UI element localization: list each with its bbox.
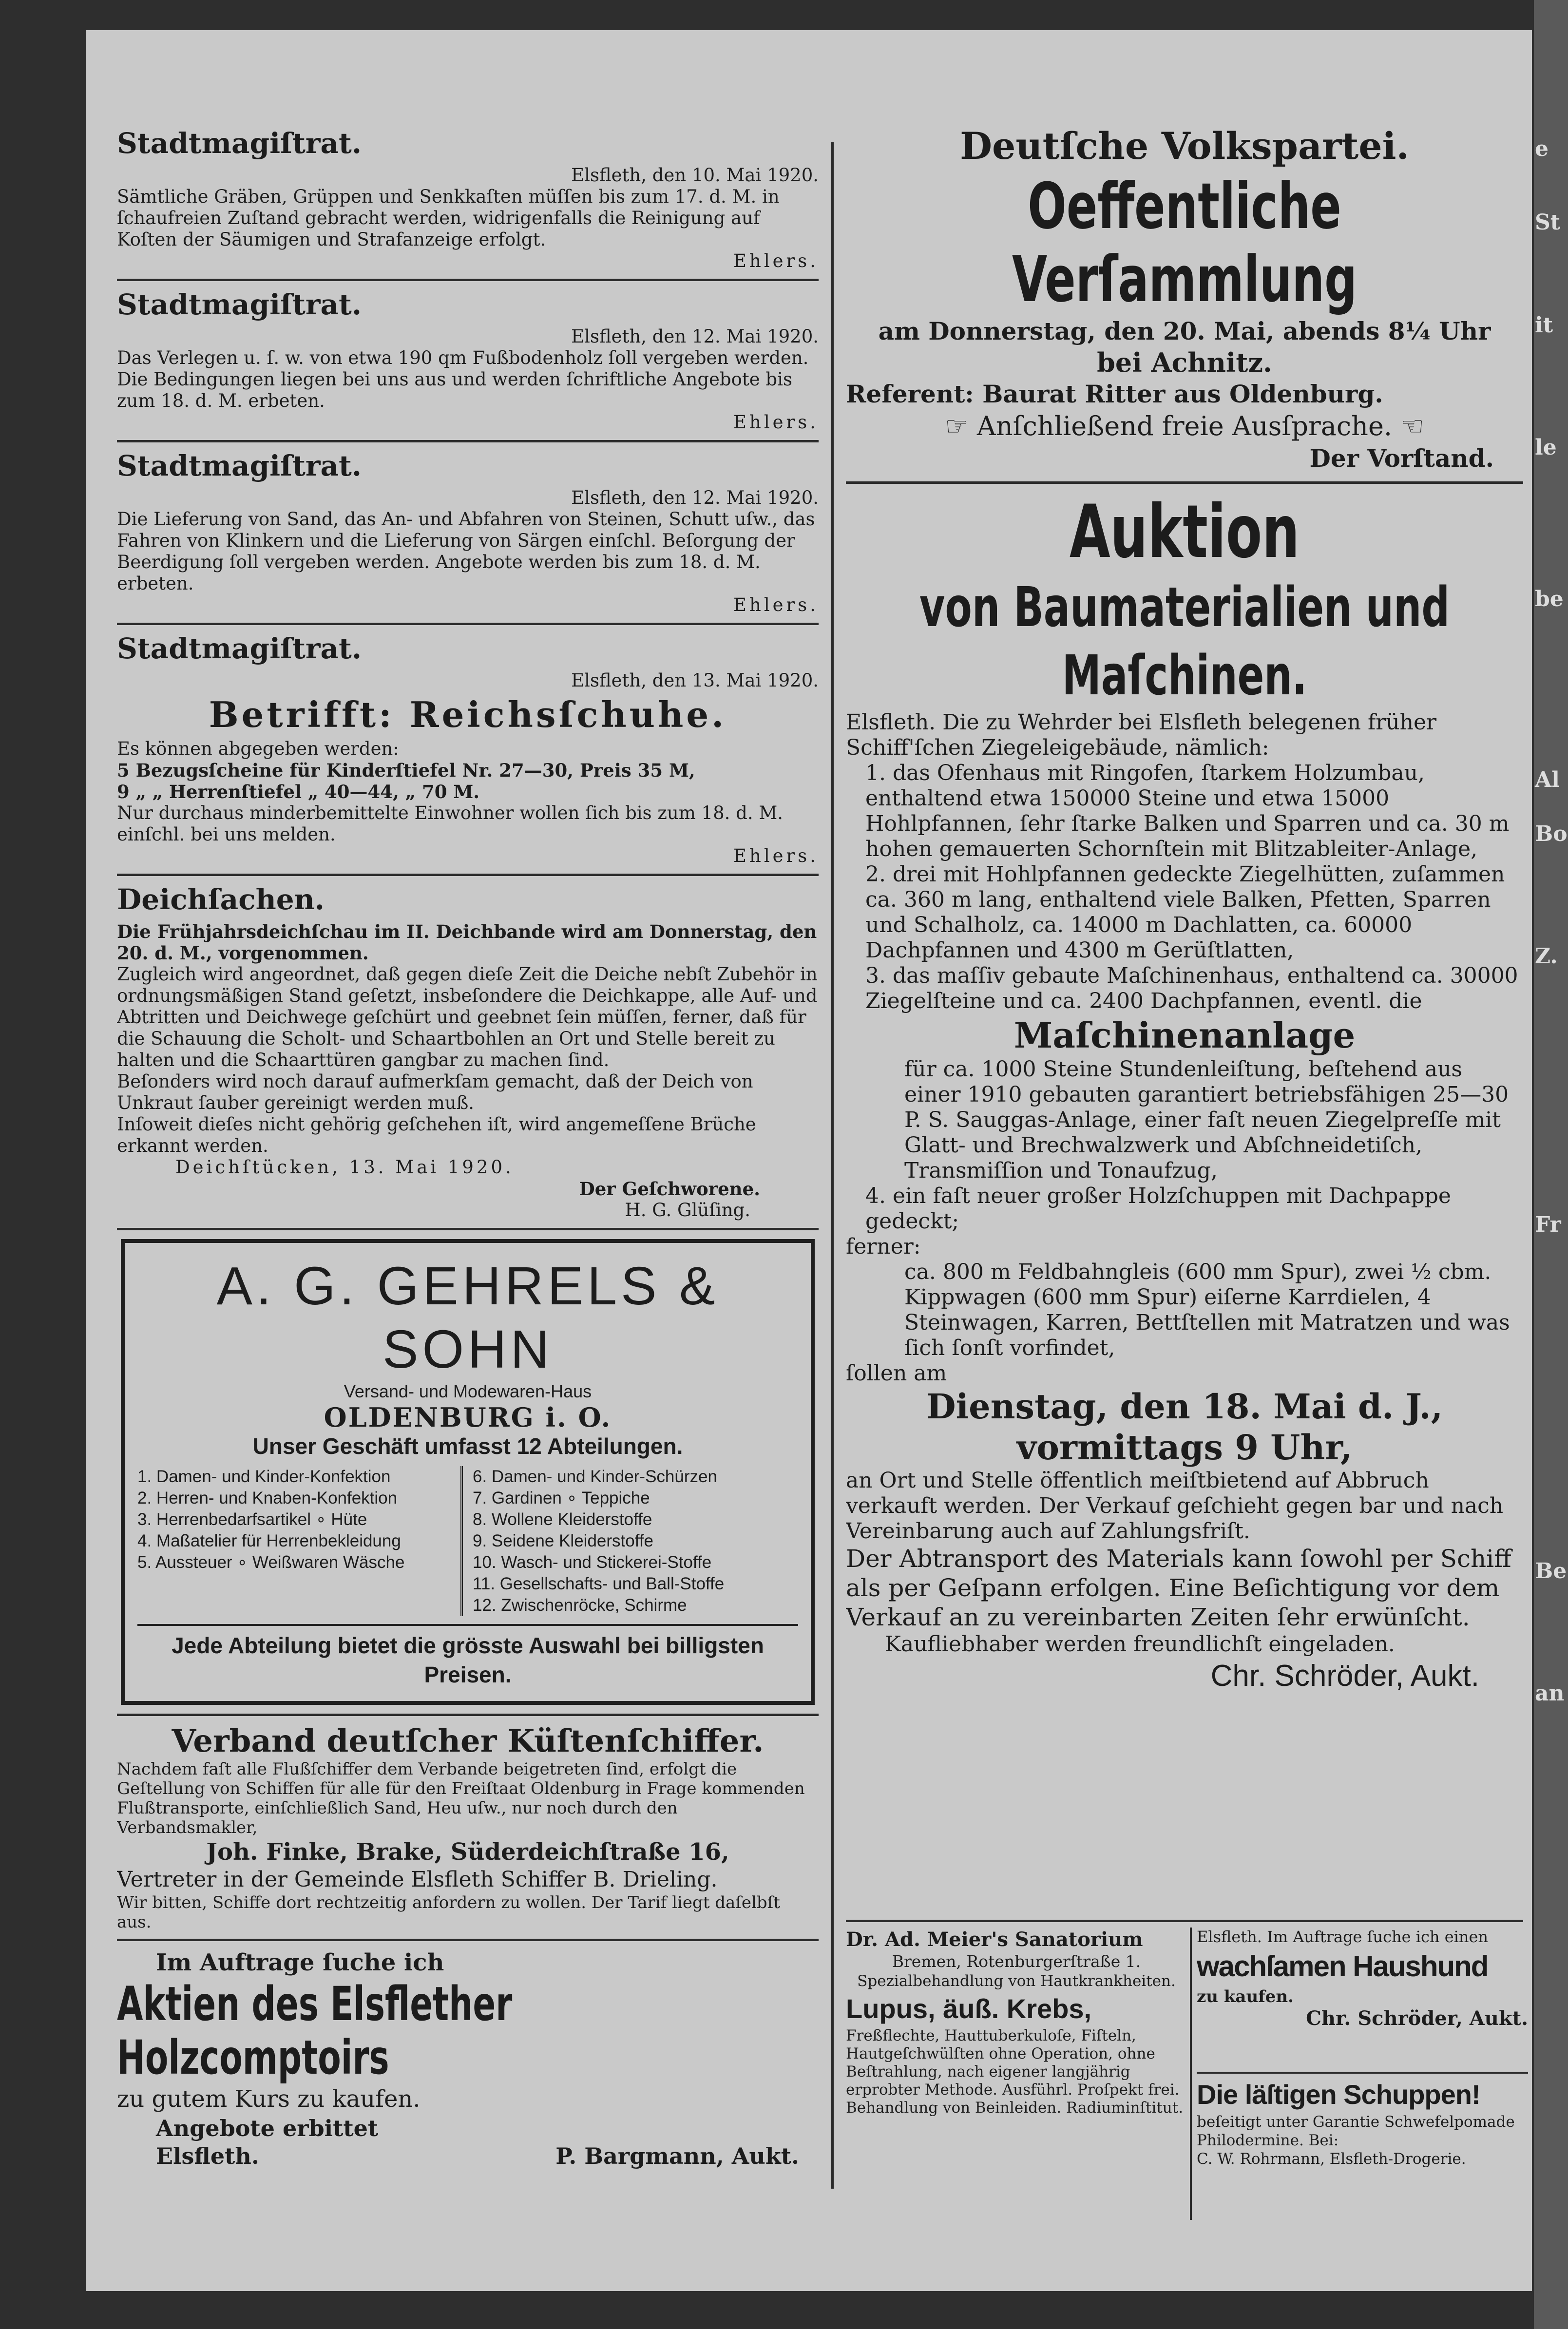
ad-body: Nachdem faſt alle Flußſchiffer dem Verbande beigetreten ſind, erfolgt die Geſtellung von Schiffen für alle für den Freiſtaat Oldenburg in Frage kommenden Flußtransporte, einſchließlich Sand, Heu uſw., nur noch durch den Verbandsmakler, — [117, 1759, 805, 1837]
notice-signature-name: H. G. Glüſing. — [625, 1200, 750, 1221]
divider — [117, 279, 819, 281]
ad-note — [846, 410, 1523, 442]
notice-date: Deichſtücken, 13. Mai 1920. — [175, 1157, 514, 1178]
column-divider — [831, 142, 834, 2189]
ad-paragraph: Der Abtransport des Materials kann ſowohl per Schiff als per Geſpann erfolgen. Eine Beſichtigung vor dem Verkauf an zu vereinbarten Zeiten ſehr erwünſcht. — [846, 1545, 1511, 1631]
edge-fragment: St — [1535, 210, 1561, 235]
adjacent-page-edge — [1534, 0, 1568, 2329]
ad-item: 2. drei mit Hohlpfannen gedeckte Ziegelhütten, zuſammen ca. 360 m lang, enthaltend viele Balken, Pfetten, Sparren und Schalholz, ca. 14000 m Dachlatten, ca. 60000 Dachpfannen und 4300 m Gerüſtlatten, — [865, 862, 1505, 963]
divider — [846, 481, 1523, 484]
ad-verband — [117, 1723, 819, 1932]
ad-signature: Der Vorſtand. — [1309, 444, 1494, 473]
notice-signature: Ehlers. — [733, 412, 819, 433]
notice-stadtmagistrat-1 — [117, 127, 819, 272]
ad-subtitle: Versand- und Modewaren-Haus — [344, 1381, 592, 1401]
ad-headline: Die läſtigen Schuppen! — [1197, 2079, 1480, 2110]
ad-aktien — [117, 1948, 819, 2169]
divider — [846, 1920, 1523, 1922]
divider — [1197, 2072, 1528, 2074]
left-column — [117, 123, 819, 2218]
edge-fragment: an — [1535, 1681, 1565, 1706]
notice-title: Deichſachen. — [117, 883, 325, 916]
notice-signature: Der Geſchworene. — [579, 1178, 760, 1200]
ad-slogan: Unser Geschäft umfasst 12 Abteilungen. — [252, 1433, 683, 1459]
ad-item: 4. ein faſt neuer großer Holzſchuppen mit Dachpappe gedeckt; — [865, 1184, 1451, 1234]
ad-line: Elsfleth. Im Auftrage ſuche ich einen — [1197, 1928, 1489, 1946]
notice-title: Stadtmagiſtrat. — [117, 449, 362, 482]
edge-fragment: Al — [1535, 767, 1560, 792]
department-column-right — [473, 1466, 798, 1616]
notice-deichsachen — [117, 883, 819, 1221]
ad-paragraph: Kaufliebhaber werden freundlichſt eingeladen. — [885, 1632, 1395, 1657]
notice-line: 5 Bezugsſcheine für Kinderſtiefel Nr. 27—30, Preis 35 M, — [117, 760, 695, 781]
ad-signature: Chr. Schröder, Aukt. — [1210, 1659, 1479, 1693]
department-item: 10. Wasch- und Stickerei-Stoffe — [473, 1553, 712, 1572]
ad-hund — [1197, 1928, 1528, 2069]
pointing-hand-icon: ☞ — [945, 411, 969, 441]
notice-paragraph: Beſonders wird noch darauf aufmerkſam gemacht, daß der Deich von Unkraut ſauber gereinigt werden muß. — [117, 1071, 753, 1113]
divider — [117, 874, 819, 876]
ad-item: ca. 800 m Feldbahngleis (600 mm Spur), zwei ½ cbm. Kippwagen (600 mm Spur) eiſerne Karrdielen, 4 Steinwagen, Karren, Bettſtellen mit Matratzen und was ſich ſonſt vorfindet, — [904, 1260, 1510, 1360]
notice-headline: Betrifft: Reichsſchuhe. — [209, 694, 727, 735]
ad-sollen: ſollen am — [846, 1361, 947, 1386]
ad-line: zu gutem Kurs zu kaufen. — [117, 2085, 421, 2113]
department-item: 5. Aussteuer ∘ Weißwaren Wäsche — [137, 1553, 405, 1572]
ad-title: Dr. Ad. Meier's Sanatorium — [846, 1928, 1143, 1951]
ad-machine-text: für ca. 1000 Steine Stundenleiſtung, beſtehend aus einer 1910 gebauten garantiert betriebsfähigen 25—30 P. S. Sauggas-Anlage, einer faſt neuen Ziegelpreſſe mit Glatt- und Brechwalzwerk und Abſchneidetiſch, Transmiſſion und Tonaufzug, — [904, 1057, 1509, 1183]
notice-date: Elsfleth, den 13. Mai 1920. — [571, 670, 819, 691]
department-list — [137, 1466, 798, 1616]
ad-line: Im Auftrage ſuche ich — [156, 1949, 444, 1976]
notice-reichsschuhe — [117, 632, 819, 867]
department-item: 9. Seidene Kleiderstoffe — [473, 1531, 654, 1550]
edge-fragment: Fr — [1535, 1212, 1561, 1237]
ad-intro: Elsfleth. Die zu Wehrder bei Elsfleth belegenen früher Schiff'ſchen Ziegeleigebäude, nämlich: — [846, 710, 1437, 760]
divider — [117, 1939, 819, 1941]
ad-specialty: Spezialbehandlung von Hautkrankheiten. — [857, 1972, 1176, 1990]
notice-paragraph: Zugleich wird angeordnet, daß gegen dieſe Zeit die Deiche nebſt Zubehör in ordnungsmäßigen Stand geſetzt, insbeſondere die Deichkappe, alle Auf- und Abtritten und Deichwege geſchürt und geebnet ſein müſſen, ferner, daß für die Schauung die Scholt- und Schaartbohlen an Ort und Stelle bereit zu halten und die Schaarttüren gangbar zu machen ſind. — [117, 964, 818, 1070]
edge-fragment: e — [1535, 136, 1549, 161]
edge-fragment: Be — [1535, 1559, 1567, 1584]
ad-place: Elsfleth. — [156, 2143, 259, 2169]
notice-date: Elsfleth, den 12. Mai 1920. — [571, 487, 819, 508]
ad-signature: Chr. Schröder, Aukt. — [1306, 2007, 1528, 2030]
notice-date: Elsfleth, den 10. Mai 1920. — [571, 165, 819, 186]
notice-paragraph: Inſoweit dieſes nicht gehörig geſchehen iſt, wird angemeſſene Brüche erkannt werden. — [117, 1114, 756, 1156]
ad-headline: wachſamen Haushund — [1197, 1950, 1488, 1983]
notice-line: Nur durchaus minderbemittelte Einwohner wollen ſich bis zum 18. d. M. einſchl. bei uns melden. — [117, 802, 784, 845]
notice-body: Die Lieferung von Sand, das An- und Abfahren von Steinen, Schutt uſw., das Fahren von Klinkern und die Lieferung von Särgen einſchl. Beſorgung der Beerdigung ſoll vergeben werden. Angebote werden bis zum 18. d. M. erbeten. — [117, 509, 815, 594]
edge-fragment: Z. — [1535, 944, 1558, 969]
notice-signature: Ehlers. — [733, 594, 819, 615]
ad-title: Verband deutſcher Küſtenſchiffer. — [172, 1723, 764, 1759]
ad-gehrels — [121, 1239, 815, 1705]
department-item: 2. Herren- und Knaben-Konfektion — [137, 1489, 398, 1508]
department-item: 7. Gardinen ∘ Teppiche — [473, 1489, 650, 1508]
ad-subtitle: von Baumaterialien und Maſchinen. — [919, 576, 1450, 707]
ad-line: Wir bitten, Schiffe dort rechtzeitig anfordern zu wollen. Der Tarif liegt daſelbſt aus. — [117, 1893, 780, 1932]
ad-time: vormittags 9 Uhr, — [1016, 1427, 1353, 1468]
ad-date: Dienstag, den 18. Mai d. J., — [926, 1386, 1443, 1427]
ad-company-name: A. G. GEHRELS & SOHN — [216, 1256, 719, 1379]
edge-fragment: be — [1535, 587, 1564, 611]
notice-title: Stadtmagiſtrat. — [117, 632, 362, 665]
notice-line: Es können abgegeben werden: — [117, 738, 399, 759]
ad-speaker: Referent: Baurat Ritter aus Oldenburg. — [846, 380, 1383, 408]
ad-paragraph: an Ort und Stelle öffentlich meiſtbietend auf Abbruch verkauft werden. Der Verkauf geſchieht gegen bar und nach Vereinbarung auch auf Zahlungsfriſt. — [846, 1468, 1504, 1544]
ad-title: Oeffentliche Verſammlung — [1012, 169, 1358, 316]
ad-body: beſeitigt unter Garantie Schwefelpomade Philodermine. Bei: — [1197, 2113, 1515, 2149]
department-item: 4. Maßatelier für Herrenbekleidung — [137, 1531, 401, 1550]
divider — [117, 1228, 819, 1230]
ad-address: Bremen, Rotenburgerſtraße 1. — [892, 1952, 1141, 1971]
ad-title: Auktion — [1069, 490, 1300, 574]
notice-stadtmagistrat-3 — [117, 449, 819, 616]
department-item: 1. Damen- und Kinder-Konfektion — [137, 1467, 391, 1486]
ad-signature: P. Bargmann, Aukt. — [555, 2143, 799, 2169]
ad-schuppen — [1197, 2077, 1528, 2223]
ad-headline: Aktien des Elsflether Holzcomptoirs — [117, 1977, 513, 2085]
pointing-hand-icon: ☜ — [1400, 411, 1424, 441]
ad-note-text: Anſchließend freie Ausſprache. — [976, 411, 1393, 441]
ad-where: bei Achnitz. — [1097, 347, 1272, 378]
ad-body: Freßflechte, Hauttuberkuloſe, Fiſteln, Hautgeſchwülſten ohne Operation, ohne Beſtrahlung, nach eigener langjährig erprobter Methode. Ausführl. Proſpekt frei. Behandlung von Beinleiden. Radiuminſtitut. — [846, 2027, 1184, 2117]
ad-vendor: C. W. Rohrmann, Elsfleth-Drogerie. — [1197, 2150, 1466, 2168]
ad-meier — [846, 1928, 1187, 2220]
notice-date: Elsfleth, den 12. Mai 1920. — [571, 326, 819, 347]
notice-signature: Ehlers. — [733, 250, 819, 271]
newspaper-page — [86, 30, 1532, 2291]
ad-item: 3. das maſſiv gebaute Maſchinenhaus, enthaltend ca. 30000 Ziegelſteine und ca. 2400 Dachpfannen, eventl. die — [865, 963, 1518, 1013]
ad-footer: Jede Abteilung bietet die grösste Auswahl bei billigsten Preisen. — [137, 1624, 798, 1689]
divider — [117, 1714, 819, 1716]
ad-section-heading: Maſchinenanlage — [1013, 1014, 1356, 1056]
notice-body: Sämtliche Gräben, Grüppen und Senkkaſten müſſen bis zum 17. d. M. in ſchaufreien Zuſtand gebracht werden, widrigenfalls die Reinigung auf Koſten der Säumigen und Strafanzeige erfolgt. — [117, 186, 780, 250]
department-item: 6. Damen- und Kinder-Schürzen — [473, 1467, 717, 1486]
ad-line: Vertreter in der Gemeinde Elsfleth Schiffer B. Drieling. — [117, 1867, 718, 1892]
notice-signature: Ehlers. — [733, 845, 819, 866]
department-column-left — [137, 1466, 463, 1616]
edge-fragment: Bo — [1535, 821, 1568, 846]
ad-when: am Donnerstag, den 20. Mai, abends 8¼ Uhr — [878, 317, 1491, 345]
ad-line: Angebote erbittet — [156, 2115, 379, 2141]
ad-city: OLDENBURG i. O. — [324, 1402, 612, 1433]
department-item: 12. Zwischenröcke, Schirme — [473, 1596, 687, 1615]
ad-party: Deutſche Volkspartei. — [960, 124, 1409, 168]
divider — [117, 623, 819, 625]
notice-body: Das Verlegen u. ſ. w. von etwa 190 qm Fußbodenholz ſoll vergeben werden. Die Bedingungen liegen bei uns aus und werden ſchriftliche Angebote bis zum 18. d. M. erbeten. — [117, 347, 809, 411]
department-item: 3. Herrenbedarfsartikel ∘ Hüte — [137, 1510, 367, 1529]
notice-title: Stadtmagiſtrat. — [117, 127, 362, 160]
right-column — [846, 123, 1523, 1916]
divider — [1190, 1928, 1192, 2220]
edge-fragment: it — [1535, 313, 1553, 338]
ad-headline: Lupus, äuß. Krebs, — [846, 1993, 1092, 2024]
edge-fragment: le — [1535, 435, 1557, 460]
divider — [117, 440, 819, 442]
ad-line: Joh. Finke, Brake, Süderdeichſtraße 16, — [206, 1838, 729, 1866]
ad-line: zu kaufen. — [1197, 1987, 1294, 2006]
notice-paragraph: Die Frühjahrsdeichſchau im II. Deichbande wird am Donnerstag, den 20. d. M., vorgenommen. — [117, 921, 817, 964]
ad-item: 1. das Ofenhaus mit Ringofen, ſtarkem Holzumbau, enthaltend etwa 150000 Steine und etwa 15000 Hohlpfannen, ſehr ſtarke Balken und Sparren und ca. 30 m hohen gemauerten Schornſtein mit Blitzableiter-Anlage, — [865, 761, 1510, 861]
ad-auktion — [846, 491, 1523, 1695]
department-item: 11. Gesellschafts- und Ball-Stoffe — [473, 1574, 725, 1593]
notice-line: 9 „ „ Herrenſtiefel „ 40—44, „ 70 M. — [117, 781, 480, 802]
department-item: 8. Wollene Kleiderstoffe — [473, 1510, 652, 1529]
notice-stadtmagistrat-2 — [117, 288, 819, 433]
ad-dvp — [846, 123, 1523, 475]
notice-title: Stadtmagiſtrat. — [117, 288, 362, 321]
ad-ferner: ferner: — [846, 1234, 921, 1259]
